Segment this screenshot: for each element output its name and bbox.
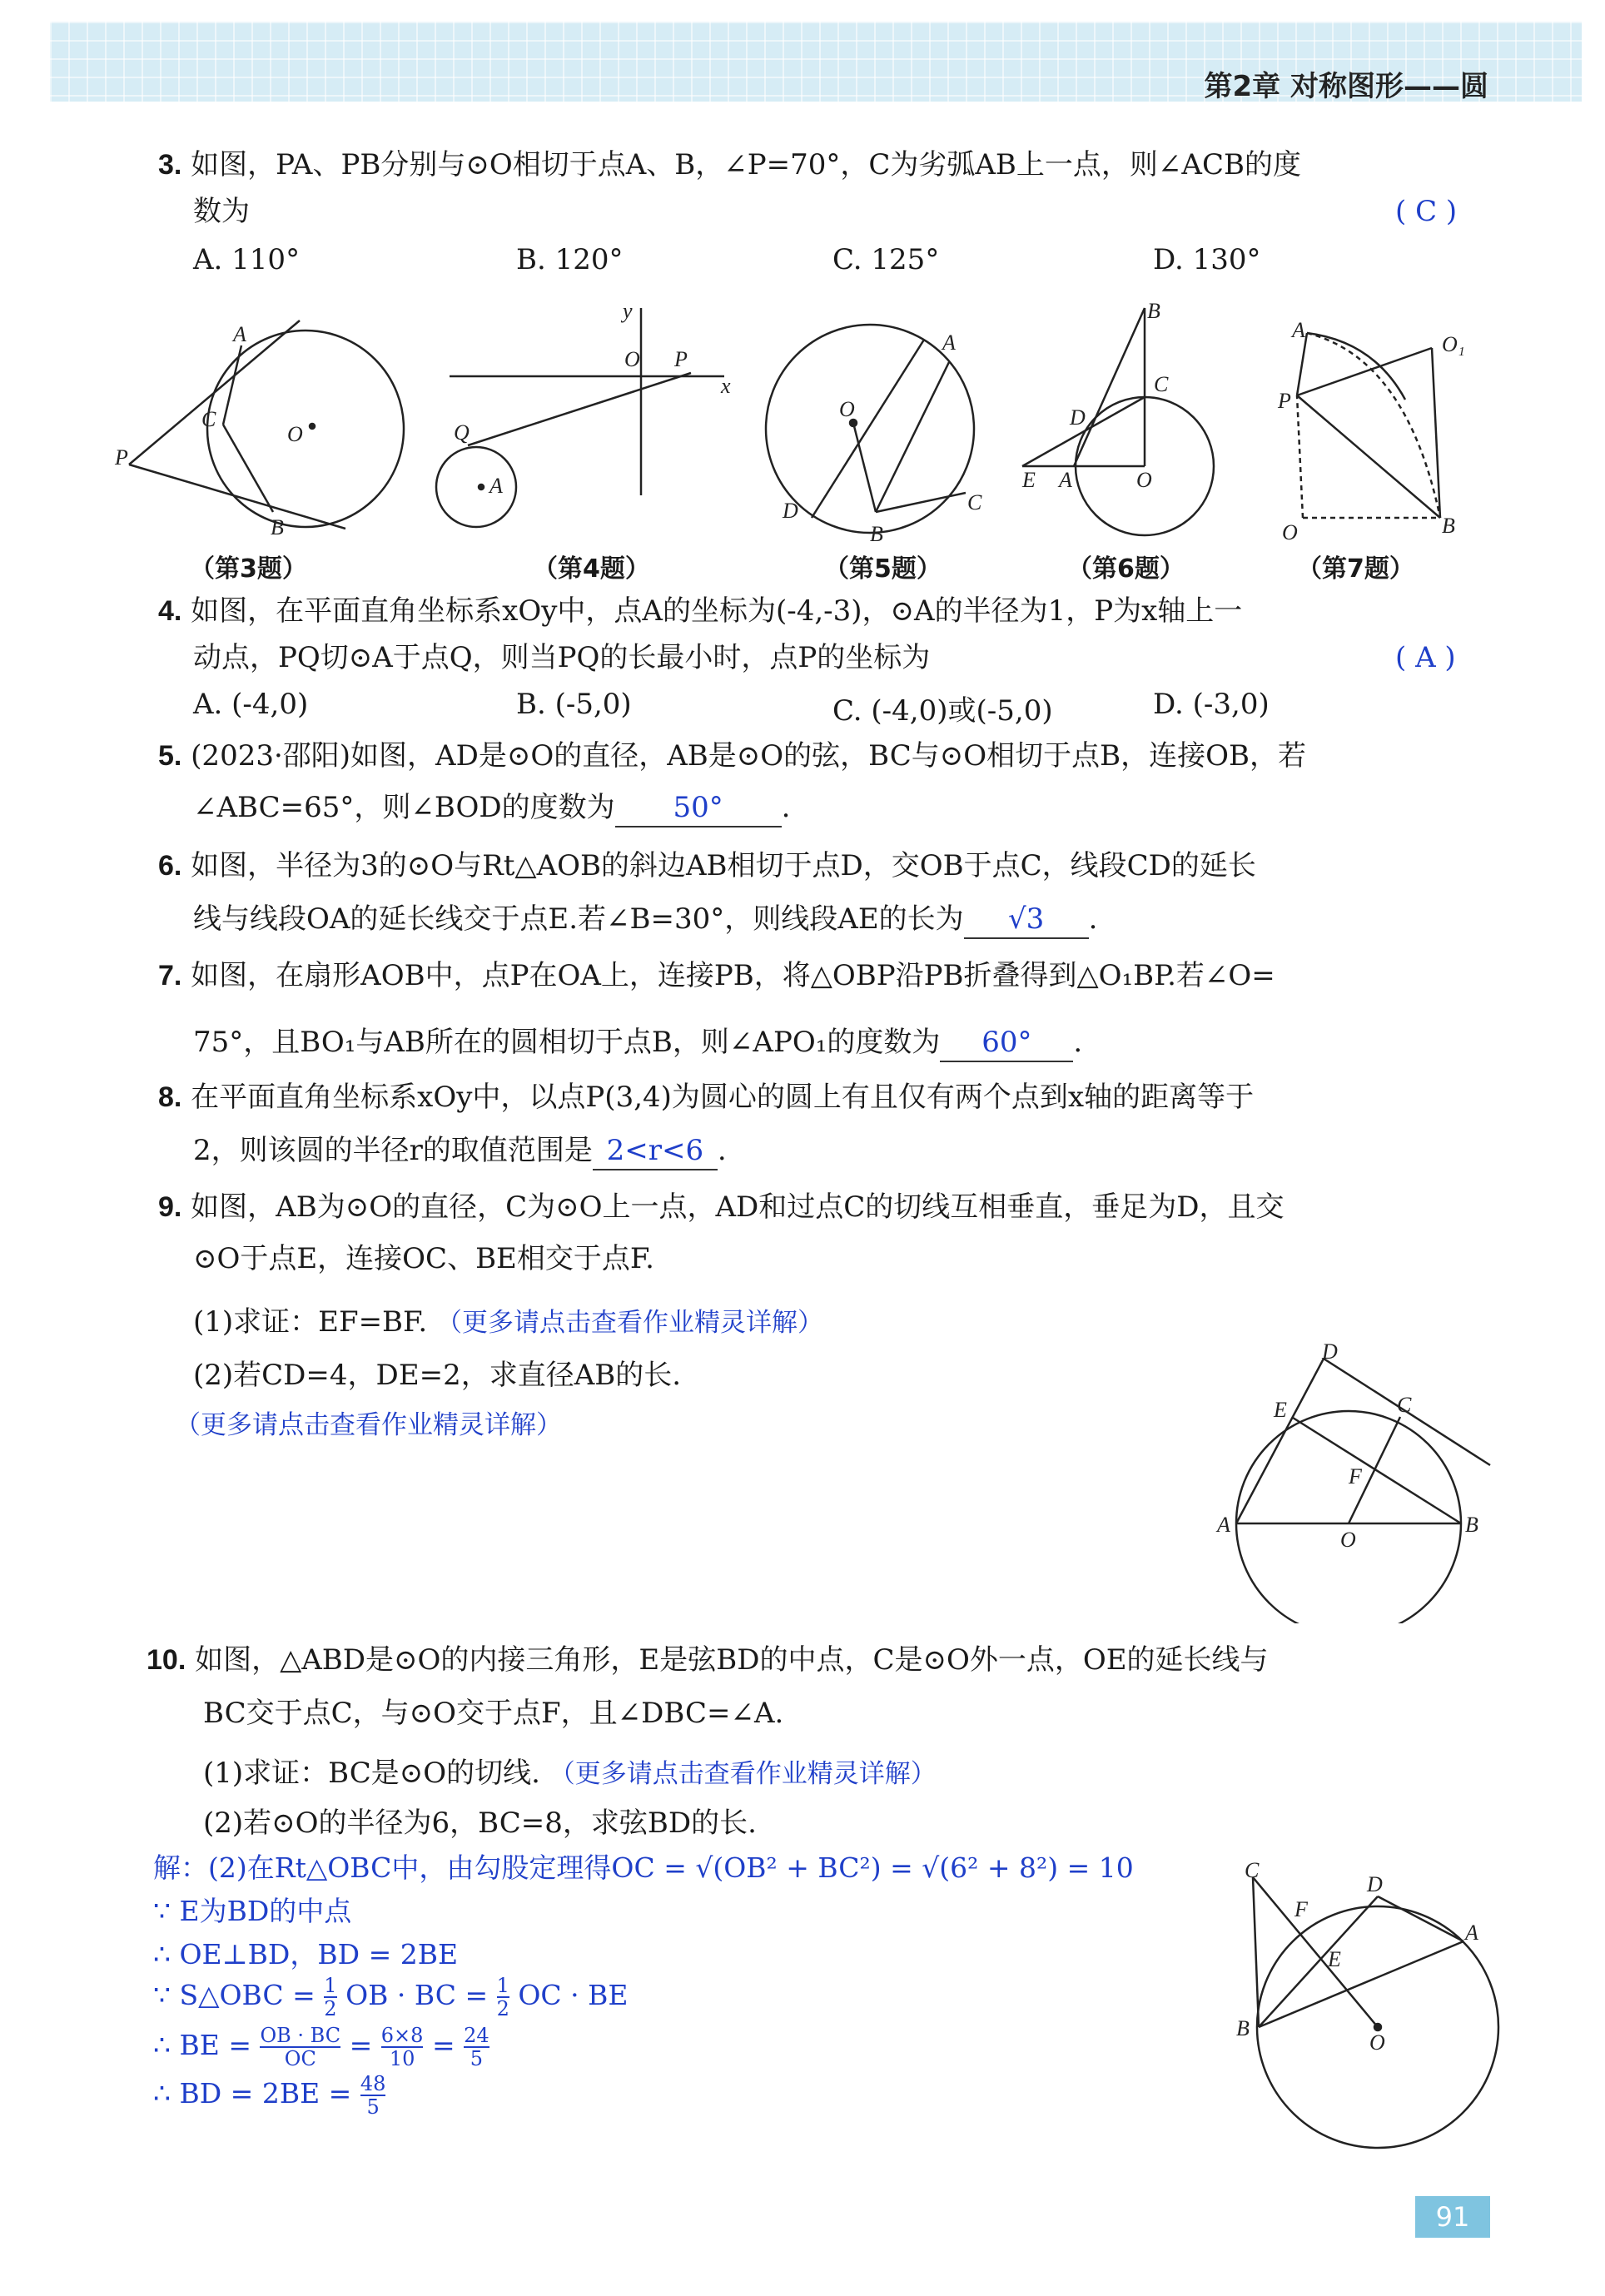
q7-number: 7. — [158, 960, 182, 991]
fig6-label-a: A — [1059, 468, 1072, 492]
fig7-label-o: O — [1282, 520, 1298, 544]
sol5-a: ∴ BE = — [153, 2029, 251, 2061]
q10-part1-text: (1)求证：BC是⊙O的切线. — [203, 1757, 540, 1790]
q6-line1 — [158, 847, 1256, 884]
q9-part2: (2)若CD=4，DE=2，求直径AB的长. — [193, 1359, 682, 1392]
q10-line2: BC交于点C，与⊙O交于点F，且∠DBC=∠A. — [203, 1697, 784, 1730]
sol5-frac1-num: OB · BC — [260, 2024, 341, 2047]
sol6-frac-den: 5 — [366, 2095, 380, 2119]
q4-choice-d: D. (-3,0) — [1153, 688, 1270, 721]
fig4-label-p: P — [674, 347, 688, 371]
q6-text1: 如图，半径为3的⊙O与Rt△AOB的斜边AB相切于点D，交OB于点C，线段CD的延长 — [191, 849, 1256, 882]
figure-3 — [129, 321, 404, 529]
fig6-label-e: E — [1022, 468, 1036, 492]
fig10-label-c: C — [1245, 1858, 1260, 1882]
fig10-label-e: E — [1328, 1947, 1341, 1971]
fig10-label-f: F — [1294, 1897, 1308, 1921]
fig5-label-d: D — [783, 499, 798, 523]
q7-line2: 75°，且BO₁与AB所在的圆相切于点B，则∠APO₁的度数为 60° . — [193, 1024, 1082, 1062]
fig6-label-b: B — [1147, 300, 1160, 323]
solution-line6 — [153, 2073, 385, 2118]
caption-fig5: （第5题） — [824, 554, 942, 584]
q3-line2: 数为 — [193, 195, 250, 228]
solution-line1: 解：(2)在Rt△OBC中，由勾股定理得OC = √(OB² + BC²) = √(6² + 8²) = 10 — [153, 1851, 1134, 1884]
q7-line1 — [158, 957, 1275, 994]
q5-text1: (2023·邵阳)如图，AD是⊙O的直径，AB是⊙O的弦，BC与⊙O相切于点B，连接OB，若 — [191, 739, 1306, 773]
solution-line3: ∴ OE⊥BD，BD = 2BE — [153, 1938, 459, 1970]
fig5-label-c: C — [967, 490, 982, 514]
q3-choice-c: C. 125° — [832, 243, 940, 276]
fig4-label-o: O — [624, 347, 640, 371]
fig9-label-b: B — [1465, 1513, 1478, 1537]
fig10-label-a: A — [1465, 1921, 1478, 1945]
fig3-label-c: C — [201, 407, 216, 431]
q9-number: 9. — [158, 1191, 182, 1223]
sol6-a: ∴ BD = 2BE = — [153, 2077, 352, 2110]
sol5-frac1 — [260, 2025, 340, 2070]
q4-text1: 如图，在平面直角坐标系xOy中，点A的坐标为(-4,-3)，⊙A的半径为1，P为x轴上一 — [191, 594, 1243, 628]
caption-fig3: （第3题） — [190, 554, 307, 584]
q9-line2: ⊙O于点E，连接OC、BE相交于点F. — [193, 1242, 654, 1275]
fig5-label-a: A — [942, 330, 956, 355]
q10-part1 — [203, 1755, 937, 1792]
caption-fig4: （第4题） — [533, 554, 650, 584]
q3-choice-d: D. 130° — [1153, 243, 1261, 276]
q6-number: 6. — [158, 850, 182, 882]
solution-line2: ∵ E为BD的中点 — [153, 1895, 352, 1927]
sol4-half1-den: 2 — [324, 1997, 337, 2020]
fig6-label-d: D — [1070, 405, 1086, 430]
sol4-c: OC · BE — [518, 1979, 629, 2011]
q10-part1-link[interactable]: （更多请点击查看作业精灵详解） — [549, 1759, 937, 1789]
q6-line2: 线与线段OA的延长线交于点E.若∠B=30°，则线段AE的长为 √3 . — [193, 901, 1097, 939]
q3-choice-a: A. 110° — [193, 243, 301, 276]
q10-part2: (2)若⊙O的半径为6，BC=8，求弦BD的长. — [203, 1806, 757, 1840]
fig9-label-d: D — [1322, 1340, 1338, 1364]
q4-line1 — [158, 593, 1242, 629]
q9-part1 — [193, 1304, 823, 1341]
q3-text1: 如图，PA、PB分别与⊙O相切于点A、B，∠P=70°，C为劣弧AB上一点，则∠ACB的度 — [191, 148, 1301, 181]
fig4-label-a: A — [489, 474, 503, 498]
q5-answer: 50° — [615, 789, 782, 827]
q9-part1-text: (1)求证：EF=BF. — [193, 1305, 428, 1339]
q7-answer: 60° — [940, 1024, 1073, 1062]
q8-line2: 2，则该圆的半径r的取值范围是 2<r<6 . — [193, 1132, 727, 1170]
solution-line4 — [153, 1975, 629, 2020]
sol5-eq1: = — [349, 2029, 373, 2061]
q8-number: 8. — [158, 1081, 182, 1113]
q10-number: 10. — [147, 1644, 186, 1676]
sol5-frac2-den: 10 — [389, 2047, 415, 2070]
caption-fig7: （第7题） — [1297, 554, 1414, 584]
solution-line5 — [153, 2025, 489, 2070]
q3-choice-b: B. 120° — [516, 243, 624, 276]
fig10-label-d: D — [1367, 1872, 1383, 1896]
fig9-label-f: F — [1349, 1464, 1362, 1488]
sol5-eq2: = — [431, 2029, 455, 2061]
sol4-a: ∵ S△OBC = — [153, 1979, 316, 2011]
q8-line1 — [158, 1079, 1254, 1116]
page-number: 91 — [1415, 2196, 1490, 2238]
figure-9 — [1215, 1340, 1498, 1623]
q7-text2: 75°，且BO₁与AB所在的圆相切于点B，则∠APO₁的度数为 — [193, 1026, 941, 1059]
fig9-label-e: E — [1274, 1398, 1287, 1422]
q9-text1: 如图，AB为⊙O的直径，C为⊙O上一点，AD和过点C的切线互相垂直，垂足为D，且交 — [191, 1190, 1284, 1224]
sol6-frac — [360, 2073, 386, 2118]
q3-answer: ( C ) — [1395, 195, 1458, 228]
fig10-label-o: O — [1369, 2030, 1385, 2055]
q8-text1: 在平面直角坐标系xOy中，以点P(3,4)为圆心的圆上有且仅有两个点到x轴的距离等于 — [191, 1081, 1255, 1114]
fig4-label-q: Q — [454, 420, 470, 445]
figure-10 — [1215, 1856, 1515, 2156]
fig5-label-b: B — [870, 522, 883, 546]
q9-part1-link[interactable]: （更多请点击查看作业精灵详解） — [435, 1308, 823, 1338]
fig9-label-o: O — [1340, 1528, 1356, 1552]
q6-answer: √3 — [964, 901, 1089, 939]
q10-text1: 如图，△ABD是⊙O的内接三角形，E是弦BD的中点，C是⊙O外一点，OE的延长线与 — [195, 1643, 1269, 1677]
q10-line1 — [147, 1642, 1269, 1678]
sol4-half1-num: 1 — [324, 1974, 337, 1997]
figure-6 — [1022, 308, 1214, 535]
fig7-label-a: A — [1292, 318, 1305, 342]
fig5-label-o: O — [839, 397, 855, 421]
q4-number: 4. — [158, 595, 182, 627]
fig4-label-y: y — [623, 300, 633, 323]
q5-number: 5. — [158, 740, 182, 772]
chapter-title: 第2章 对称图形——圆 — [1204, 70, 1488, 103]
q8-answer: 2<r<6 — [593, 1132, 718, 1170]
q4-choice-a: A. (-4,0) — [193, 688, 309, 721]
sol5-frac1-den: OC — [284, 2047, 316, 2070]
figure-4 — [436, 308, 724, 527]
caption-fig6: （第6题） — [1067, 554, 1185, 584]
sol4-half2 — [497, 1975, 509, 2020]
fig3-label-a: A — [233, 322, 246, 346]
fig3-label-p: P — [115, 445, 128, 470]
fig6-label-c: C — [1154, 372, 1169, 396]
sol4-half2-den: 2 — [496, 1997, 509, 2020]
sol5-frac2 — [381, 2025, 424, 2070]
sol5-frac2-num: 6×8 — [380, 2024, 424, 2047]
q4-answer: ( A ) — [1395, 641, 1456, 674]
q3-line1 — [158, 147, 1301, 183]
fig7-label-b: B — [1442, 514, 1455, 538]
fig3-label-o: O — [287, 422, 303, 446]
fig3-label-b: B — [271, 515, 284, 539]
sol5-frac3-num: 24 — [464, 2024, 489, 2047]
q5-line2: ∠ABC=65°，则∠BOD的度数为 50° . — [193, 789, 790, 827]
q4-choice-c: C. (-4,0)或(-5,0) — [832, 694, 1053, 728]
fig9-label-c: C — [1397, 1393, 1412, 1417]
sol4-half1 — [324, 1975, 336, 2020]
q3-number: 3. — [158, 149, 182, 181]
sol6-frac-num: 48 — [360, 2072, 386, 2095]
fig6-label-o: O — [1136, 468, 1152, 492]
q5-line1 — [158, 738, 1306, 774]
fig9-label-a: A — [1217, 1513, 1230, 1537]
figures-row — [100, 300, 1598, 549]
sol5-frac3-den: 5 — [470, 2047, 483, 2070]
sol5-frac3 — [464, 2025, 489, 2070]
sol4-b: OB · BC = — [345, 1979, 489, 2011]
fig7-label-o1: O₁ — [1442, 332, 1465, 356]
fig4-label-x: x — [721, 374, 731, 398]
q4-line2: 动点，PQ切⊙A于点Q，则当PQ的长最小时，点P的坐标为 — [193, 641, 931, 674]
q8-text2: 2，则该圆的半径r的取值范围是 — [193, 1134, 593, 1167]
figure-7 — [1297, 333, 1440, 518]
q9-line1 — [158, 1189, 1284, 1225]
q5-text2: ∠ABC=65°，则∠BOD的度数为 — [193, 791, 615, 824]
q9-part2-link[interactable]: （更多请点击查看作业精灵详解） — [175, 1410, 562, 1440]
fig7-label-p: P — [1278, 389, 1291, 413]
q4-choice-b: B. (-5,0) — [516, 688, 632, 721]
sol4-half2-num: 1 — [496, 1974, 509, 1997]
q6-text2: 线与线段OA的延长线交于点E.若∠B=30°，则线段AE的长为 — [193, 902, 964, 936]
q7-text1: 如图，在扇形AOB中，点P在OA上，连接PB，将△OBP沿PB折叠得到△O₁BP.若∠O= — [191, 959, 1275, 992]
fig10-label-b: B — [1236, 2016, 1250, 2040]
